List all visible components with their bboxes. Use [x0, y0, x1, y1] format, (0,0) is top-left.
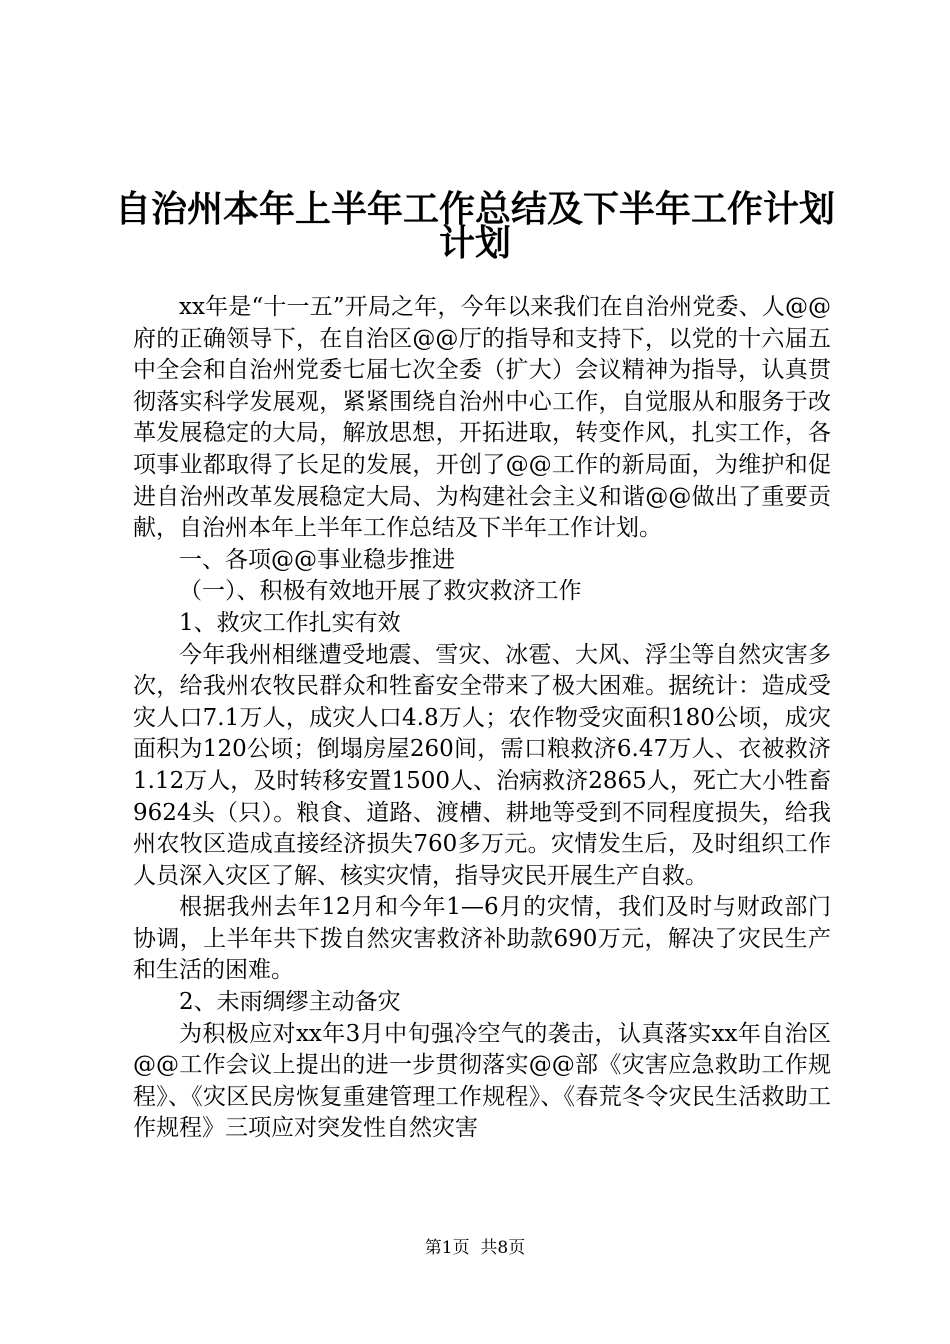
subsection-heading-1: （一）、积极有效地开展了救灾救济工作: [179, 578, 582, 605]
page-footer: [0, 1236, 950, 1260]
paragraph-disaster-stats: 今年我州相继遭受地震、雪灾、冰雹、大风、浮尘等自然灾害多次，给我州农牧民群众和牲畜安全带来了极大困难。据统计：造成受灾人口7.1万人，成灾人口4.8万人；农作物受灾面积180公顷，成灾面积为120公顷；倒塌房屋260间，需口粮救济6.47万人、衣被救济1.12万人，及时转移安置1500人、治病救济2865人，死亡大小牲畜9624头（只）。粮食、道路、渡槽、耕地等受到不同程度损失，给我州农牧区造成直接经济损失760多万元。灾情发生后，及时组织工作人员深入灾区了解、核实灾情，指导灾民开展生产自救。: [133, 641, 831, 889]
item-heading-2: 2、未雨绸缪主动备灾: [179, 989, 401, 1016]
page-number: 第1页: [424, 1238, 470, 1258]
page-total: 共8页: [480, 1238, 526, 1258]
item-heading-1: 1、救灾工作扎实有效: [179, 609, 401, 636]
paragraph-preparedness: 为积极应对xx年3月中旬强冷空气的袭击，认真落实xx年自治区@@工作会议上提出的进一步贯彻落实@@部《灾害应急救助工作规程》、《灾区民房恢复重建管理工作规程》、《春荒冬令灾民生活救助工作规程》三项应对突发性自然灾害: [133, 1020, 831, 1142]
paragraph-intro: xx年是“十一五”开局之年，今年以来我们在自治州党委、人@@府的正确领导下，在自治区@@厅的指导和支持下，以党的十六届五中全会和自治州党委七届七次全委（扩大）会议精神为指导，认真贯彻落实科学发展观，紧紧围绕自治州中心工作，自觉服从和服务于改革发展稳定的大局，解放思想，开拓进取，转变作风，扎实工作，各项事业都取得了长足的发展，开创了@@工作的新局面，为维护和促进自治州改革发展稳定大局、为构建社会主义和谐@@做出了重要贡献，自治州本年上半年工作总结及下半年工作计划。: [133, 294, 831, 542]
document-title: 自治州本年上半年工作总结及下半年工作计划: [114, 189, 835, 230]
paragraph-relief-funds: 根据我州去年12月和今年1—6月的灾情，我们及时与财政部门协调，上半年共下拨自然灾害救济补助款690万元，解决了灾民生产和生活的困难。: [133, 894, 831, 984]
document-title-continuation: 计划: [438, 223, 511, 264]
section-heading-1: 一、各项@@事业稳步推进: [179, 546, 455, 573]
document-body: [133, 292, 831, 1145]
